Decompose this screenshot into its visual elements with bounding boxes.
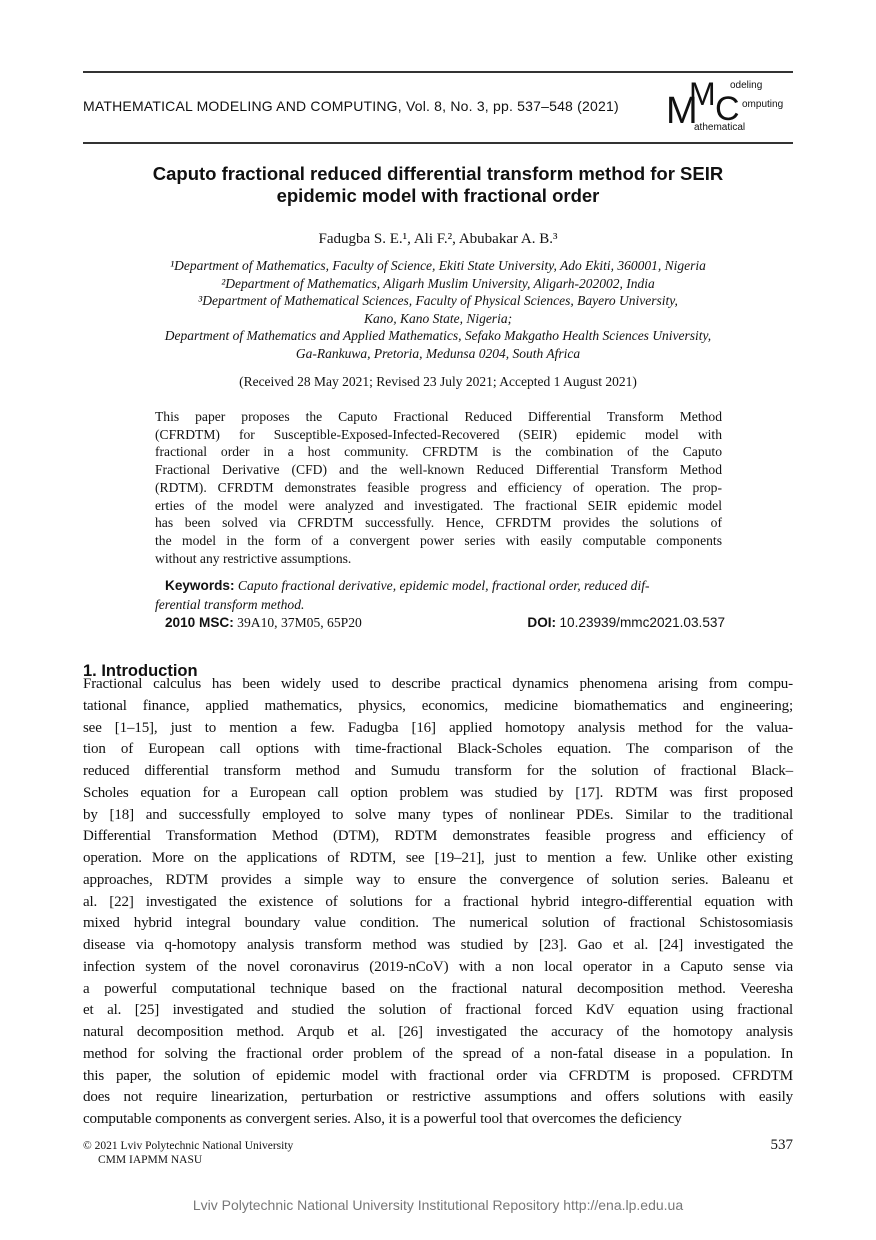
doi-label: DOI:: [527, 615, 557, 630]
repository-watermark: Lviv Polytechnic National University Institutional Repository http://ena.lp.edu.ua: [192, 1197, 684, 1213]
body-line: mixed hybrid integral boundary value condition. The numerical solution of fractional Schistosomiasis: [83, 915, 793, 932]
header-bottom-rule: [83, 142, 793, 144]
copyright: © 2021 Lviv Polytechnic National University: [83, 1140, 294, 1152]
abstract-line: has been solved via CFRDTM successfully. Hence, CFRDTM provides the solutions of: [155, 515, 722, 531]
keywords-label: Keywords:: [165, 578, 235, 593]
affiliation: ²Department of Mathematics, Aligarh Muslim University, Aligarh-202002, India: [221, 275, 655, 291]
affiliation: Ga-Rankuwa, Pretoria, Medunsa 0204, South Africa: [295, 345, 581, 361]
logo-letter: C: [715, 90, 740, 128]
body-line: see [1–15], just to mention a few. Fadugba [16] applied homotopy analysis method for the valua-: [83, 719, 793, 736]
classification-row: [165, 615, 725, 631]
body-line: operation. More on the applications of RDTM, see [19–21], just to mention a few. Unlike other existing: [83, 850, 793, 866]
body-line: by [18] and successfully employed to solve many types of nonlinear PDEs. Similar to the traditional: [83, 806, 793, 823]
journal-logo: [666, 78, 796, 136]
affiliation: Kano, Kano State, Nigeria;: [363, 310, 513, 326]
affiliation: Department of Mathematics and Applied Mathematics, Sefako Makgatho Health Sciences University,: [164, 328, 712, 344]
abstract-line: (RDTM). CFRDTM demonstrates feasible progress and efficiency of operation. The prop-: [155, 479, 722, 495]
logo-text: odeling: [730, 80, 763, 91]
keywords: [155, 576, 725, 614]
body-line: Differential Transformation Method (DTM), RDTM demonstrates feasible progress and efficiency of: [83, 828, 793, 845]
body-line: computable components as convergent series. Also, it is a powerful tool that overcomes the deficiency: [83, 1111, 682, 1127]
body-line: al. [22] investigated the existence of solutions for a fractional hybrid integro-differential equation with: [83, 893, 793, 910]
organization: CMM IAPMM NASU: [98, 1154, 203, 1166]
keywords-text: Caputo fractional derivative, epidemic model, fractional order, reduced dif-: [237, 578, 650, 593]
doi-link[interactable]: 10.23939/mmc2021.03.537: [559, 615, 725, 630]
body-line: disease via q-homotopy analysis transform method was studied by [23]. Gao et al. [24] investigated the: [83, 937, 793, 953]
journal-citation: MATHEMATICAL MODELING AND COMPUTING, Vol. 8, No. 3, pp. 537–548 (2021): [83, 98, 619, 114]
submission-dates: (Received 28 May 2021; Revised 23 July 2021; Accepted 1 August 2021): [239, 374, 637, 389]
abstract-line: without any restrictive assumptions.: [155, 550, 352, 566]
msc: [165, 615, 362, 631]
section-heading: 1. Introduction: [83, 662, 198, 680]
logo-letter: M: [666, 90, 698, 132]
abstract-line: Fractional Derivative (CFD) and the well-known Reduced Differential Transform Method: [155, 462, 722, 478]
abstract-line: the model in the form of a convergent power series with easily computable components: [155, 532, 722, 548]
abstract-line: (CFRDTM) for Susceptible-Exposed-Infected-Recovered (SEIR) epidemic model with: [155, 426, 722, 442]
keywords-text: ferential transform method.: [155, 597, 305, 612]
doi: [527, 615, 725, 631]
title-line: Caputo fractional reduced differential transform method for SEIR: [152, 163, 724, 184]
title-line: epidemic model with fractional order: [276, 185, 600, 206]
abstract: [155, 408, 722, 567]
body-line: tion of European call options with time-fractional Black-Scholes equation. The comparison of the: [83, 741, 793, 758]
msc-value: 39A10, 37M05, 65P20: [237, 615, 362, 630]
logo-text: omputing: [742, 99, 784, 110]
body-line: Scholes equation for a European call option problem was studied by [17]. RDTM was first proposed: [83, 784, 793, 801]
affiliation: ³Department of Mathematical Sciences, Faculty of Physical Sciences, Bayero University,: [198, 293, 678, 309]
body-line: approaches, RDTM provides a simple way to ensure the convergence of solution series. Baleanu et: [83, 871, 793, 888]
body-line: does not require linearization, perturbation or restrictive assumptions and offers solutions with easily: [83, 1089, 793, 1106]
authors: Fadugba S. E.¹, Ali F.², Abubakar A. B.³: [318, 231, 558, 247]
abstract-line: This paper proposes the Caputo Fractional Reduced Differential Transform Method: [155, 409, 722, 424]
body-line: Fractional calculus has been widely used to describe practical dynamics phenomena arising from compu-: [83, 676, 793, 692]
body-line: et al. [25] investigated and studied the solution of fractional forced KdV equation using fractional: [83, 1002, 793, 1019]
body-line: infection system of the novel coronavirus (2019-nCoV) with a non local operator in a Caputo sense via: [83, 958, 793, 975]
logo-text: athematical: [694, 122, 746, 133]
abstract-line: fractional order in a host community. CFRDTM is the combination of the Caputo: [155, 444, 722, 460]
body-line: this paper, the solution of epidemic model with fractional order via CFRDTM is proposed. CFRDTM: [83, 1067, 793, 1084]
affiliations: [83, 257, 793, 363]
body-line: method for solving the fractional order problem of the spread of a non-fatal disease in a population. In: [83, 1045, 793, 1062]
logo-letter: M: [689, 76, 716, 112]
body-line: tational finance, applied mathematics, physics, economics, medicine biomathematics and engineering;: [83, 697, 793, 714]
body-line: natural decomposition method. Arqub et al. [26] investigated the accuracy of the homotopy analysis: [83, 1024, 793, 1040]
affiliation: ¹Department of Mathematics, Faculty of Science, Ekiti State University, Ado Ekiti, 360001, Nigeria: [170, 258, 706, 273]
body-line: a powerful computational technique based on the fractional natural decomposition method. Veeresha: [83, 980, 793, 997]
msc-label: 2010 MSC:: [165, 615, 234, 630]
body-line: reduced differential transform method and Sumudu transform for the solution of fractional Black–: [83, 763, 793, 779]
footer-copyright: [83, 1139, 293, 1167]
abstract-line: erties of the model were analyzed and investigated. The fractional SEIR epidemic model: [155, 497, 722, 513]
body-text: [83, 674, 793, 1131]
header-top-rule: [83, 71, 793, 73]
paper-title: [83, 163, 793, 207]
page-number: 537: [770, 1137, 793, 1153]
